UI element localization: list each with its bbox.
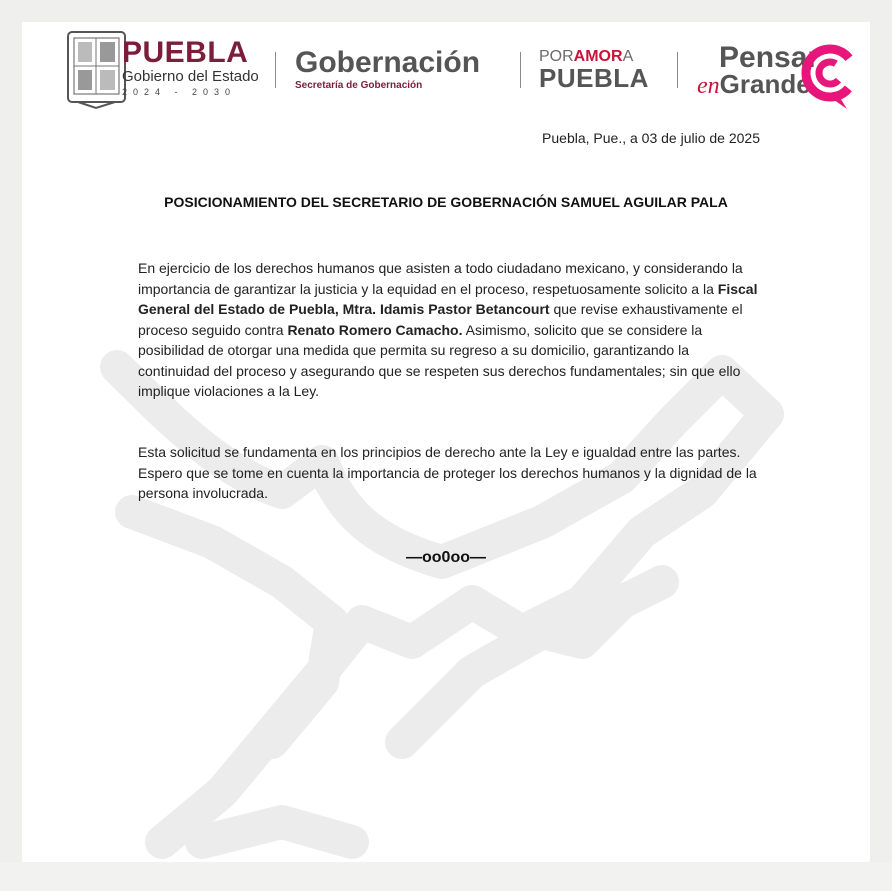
gobernacion-logo [295,48,480,91]
divider [275,52,276,88]
pensar-grande: Grande [719,69,811,99]
document-date: Puebla, Pue., a 03 de julio de 2025 [542,130,760,146]
p1-text-e: Asimismo, solicito que se considere la posibilidad de otorgar una medida que permita su regreso a su domicilio, garantizando la continuidad del proceso y asegurando que se respeten sus derechos fundamentales; sin que ello implique violaciones a la Ley. [138,321,741,399]
puebla-years: 2024 - 2030 [122,87,237,97]
gobernacion-title: Gobernación [295,46,481,79]
puebla-logo [122,38,259,97]
c-badge-icon [797,37,859,113]
amor-word: AMOR [573,48,623,65]
puebla-title: PUEBLA [122,36,249,69]
paragraph-1 [138,258,758,402]
p1-text-a: En ejercicio de los derechos humanos que asisten a todo ciudadano mexicano, y considerando la importancia de garantizar la justicia y la equidad en el proceso, respetuosamente solicito a la [138,260,743,297]
p1-person-name: Renato Romero Camacho. [287,321,463,338]
coat-of-arms-icon [64,28,129,110]
divider [677,52,678,88]
document-title: POSICIONAMIENTO DEL SECRETARIO DE GOBERNACIÓN SAMUEL AGUILAR PALA [164,194,728,210]
bottom-margin [0,862,892,891]
letterhead [22,22,870,122]
amor-prefix: POR [539,48,574,65]
p1-fiscal-name: Fiscal General del Estado de Puebla, Mtra. Idamis Pastor Betancourt [138,280,758,317]
document-page [22,22,870,862]
por-amor-a-puebla-logo [539,48,649,93]
puebla-subtitle: Gobierno del Estado [122,68,259,85]
divider [520,52,521,88]
closing-mark: —oo0oo— [406,549,486,566]
pensar-line1: Pensar [719,41,820,74]
p1-text-c: que revise exhaustivamente el proceso seguido contra [138,301,743,338]
paragraph-2: Esta solicitud se fundamenta en los principios de derecho ante la Ley e igualdad entre las partes. Espero que se tome en cuenta la importancia de proteger los derechos humanos y la dignidad de la persona involucrada. [138,444,757,501]
pensar-en: en [697,73,720,99]
gobernacion-subtitle: Secretaría de Gobernación [295,80,423,91]
amor-suffix: A [622,48,634,65]
amor-line2: PUEBLA [539,63,649,93]
